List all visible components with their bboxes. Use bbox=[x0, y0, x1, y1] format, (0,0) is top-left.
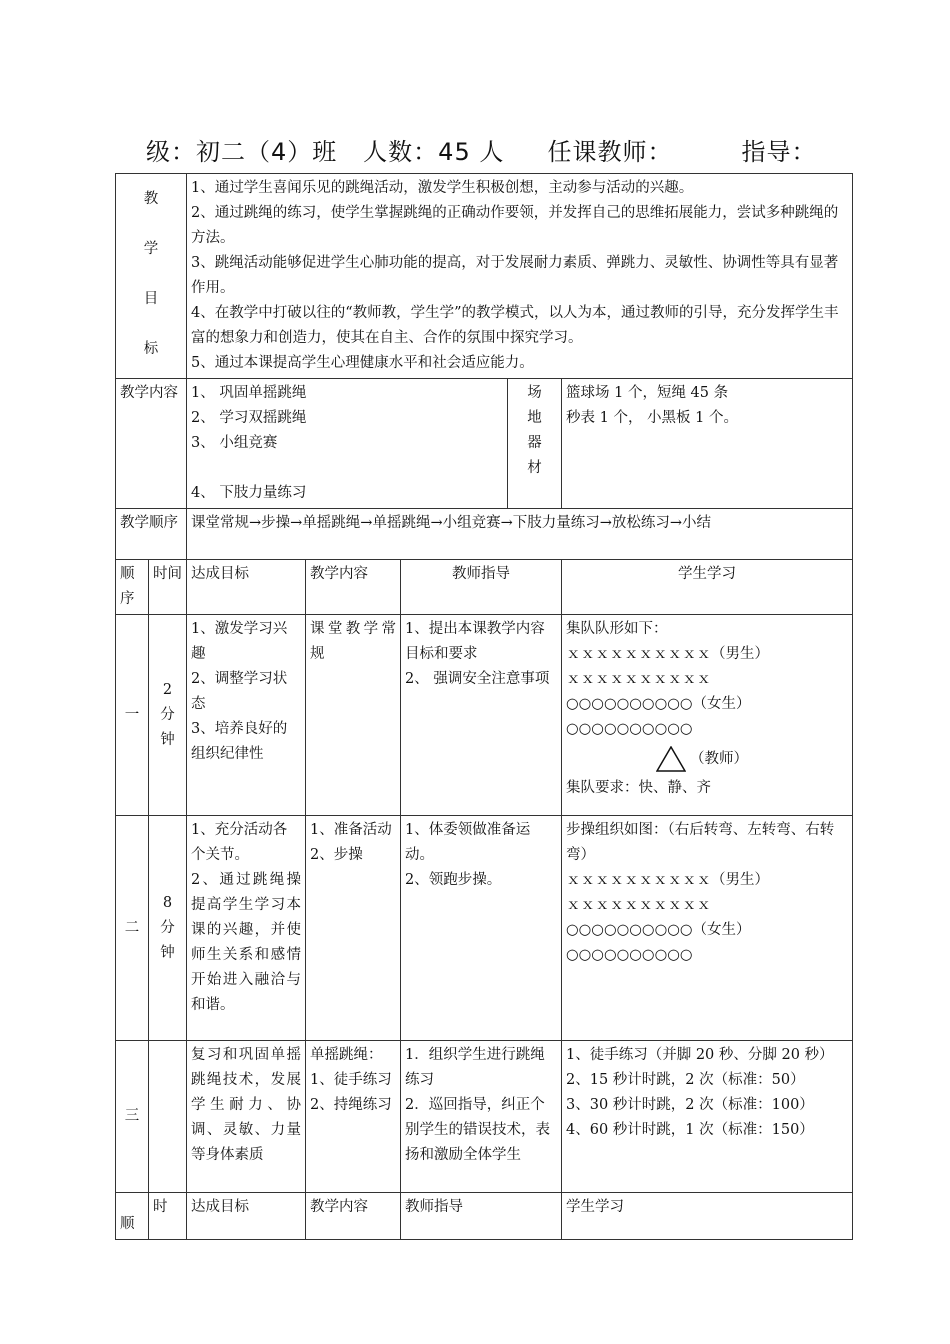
objective-item: 4、在教学中打破以往的“教师教，学生学”的教学模式，以人为本，通过教师的引导，充分发挥学生丰富的想象力和创造力，使其在自主、合作的氛围中探究学习。 bbox=[191, 305, 839, 346]
formation-line: ○○○○○○○○○○（女生） bbox=[566, 696, 751, 712]
sequence-label: 教学顺序 bbox=[116, 509, 187, 560]
triangle-icon bbox=[656, 746, 686, 772]
formation-line: ｘｘｘｘｘｘｘｘｘｘ（男生） bbox=[566, 646, 769, 662]
content-item: 1、 巩固单摇跳绳 bbox=[191, 385, 307, 401]
venue-line: 篮球场 1 个，短绳 45 条 bbox=[566, 385, 729, 401]
venue-body bbox=[562, 379, 853, 509]
col-content: 教学内容 bbox=[306, 560, 401, 615]
objectives-label: 教 学 目 标 bbox=[116, 174, 187, 379]
col-guide: 教师指导 bbox=[401, 560, 562, 615]
formation-line: ○○○○○○○○○○ bbox=[566, 947, 693, 963]
objective-item: 3、跳绳活动能够促进学生心肺功能的提高，对于发展耐力素质、弹跳力、灵敏性、协调性等具有显著作用。 bbox=[191, 255, 839, 296]
objective-item: 2、通过跳绳的练习，使学生掌握跳绳的正确动作要领，并发挥自己的思维拓展能力，尝试多种跳绳的方法。 bbox=[191, 205, 839, 246]
table-row bbox=[116, 1041, 853, 1193]
page-header bbox=[146, 132, 817, 167]
col-guide: 教师指导 bbox=[401, 1193, 562, 1240]
row-time: 2 分 钟 bbox=[149, 615, 187, 816]
teacher-position: （教师） bbox=[566, 746, 848, 772]
content-item: 3、 小组竞赛 bbox=[191, 435, 278, 451]
col-order: 顺 bbox=[116, 1193, 149, 1240]
objectives-body bbox=[187, 174, 853, 379]
content-row bbox=[116, 379, 853, 509]
col-goal: 达成目标 bbox=[187, 1193, 306, 1240]
row-content: 单摇跳绳： 1、徒手练习 2、持绳练习 bbox=[306, 1041, 401, 1193]
col-time: 时间 bbox=[149, 560, 187, 615]
count-label: 人数：45 人 bbox=[363, 138, 505, 166]
teacher-label: 任课教师： bbox=[547, 138, 673, 166]
col-time: 时 bbox=[149, 1193, 187, 1240]
objective-item: 5、通过本课提高学生心理健康水平和社会适应能力。 bbox=[191, 355, 534, 371]
objective-item: 1、通过学生喜闻乐见的跳绳活动，激发学生积极创想，主动参与活动的兴趣。 bbox=[191, 180, 694, 196]
row-content: 1、准备活动 2、步操 bbox=[306, 816, 401, 1041]
row-order: 三 bbox=[116, 1041, 149, 1193]
col-study: 学生学习 bbox=[562, 560, 853, 615]
formation-line: ｘｘｘｘｘｘｘｘｘｘ bbox=[566, 671, 711, 687]
sequence-row bbox=[116, 509, 853, 560]
lesson-plan-table bbox=[115, 173, 853, 1240]
row-time bbox=[149, 1041, 187, 1193]
objectives-row bbox=[116, 174, 853, 379]
row-goal: 复习和巩固单摇跳绳技术，发展学生耐力、协调、灵敏、力量等身体素质 bbox=[187, 1041, 306, 1193]
row-study: 1、徒手练习（并脚 20 秒、分脚 20 秒） 2、15 秒计时跳，2 次（标准：50） 3、30 秒计时跳，2 次（标准：100） 4、60 秒计时跳，1 次（标准：150） bbox=[562, 1041, 853, 1193]
row-goal: 1、充分活动各个关节。 2、通过跳绳操提高学生学习本课的兴趣，并使师生关系和感情开始进入融洽与和谐。 bbox=[187, 816, 306, 1041]
row-order: 一 bbox=[116, 615, 149, 816]
table-row bbox=[116, 816, 853, 1041]
row-content: 课堂教学常规 bbox=[306, 615, 401, 816]
venue-line: 秒表 1 个， 小黑板 1 个。 bbox=[566, 410, 738, 426]
sequence-text: 课堂常规→步操→单摇跳绳→单摇跳绳→小组竞赛→下肢力量练习→放松练习→小结 bbox=[187, 509, 853, 560]
row-order: 二 bbox=[116, 816, 149, 1041]
col-content: 教学内容 bbox=[306, 1193, 401, 1240]
row-study: 步操组织如图：（右后转弯、左转弯、右转弯） ｘｘｘｘｘｘｘｘｘｘ（男生） ｘｘｘｘｘｘｘｘｘｘ ○○○○○○○○○○（女生） ○○○○○○○○○○ bbox=[562, 816, 853, 1041]
content-item: 2、 学习双摇跳绳 bbox=[191, 410, 307, 426]
col-order: 顺序 bbox=[116, 560, 149, 615]
table-row bbox=[116, 615, 853, 816]
row-guide: 1．组织学生进行跳绳练习 2．巡回指导，纠正个别学生的错误技术，表扬和激励全体学生 bbox=[401, 1041, 562, 1193]
row-guide: 1、提出本课教学内容目标和要求 2、 强调安全注意事项 bbox=[401, 615, 562, 816]
venue-label: 场 地 器 材 bbox=[508, 379, 562, 509]
row-guide: 1、体委领做准备运动。 2、领跑步操。 bbox=[401, 816, 562, 1041]
content-label: 教学内容 bbox=[116, 379, 187, 509]
repeat-header-row bbox=[116, 1193, 853, 1240]
row-time: 8 分 钟 bbox=[149, 816, 187, 1041]
row-study: 集队队形如下： ｘｘｘｘｘｘｘｘｘｘ（男生） ｘｘｘｘｘｘｘｘｘｘ ○○○○○○○○○○（女生） ○○○○○○○○○○ （教师） 集队要求：快、静、齐 bbox=[562, 615, 853, 816]
col-goal: 达成目标 bbox=[187, 560, 306, 615]
row-goal: 1、激发学习兴趣 2、调整学习状态 3、培养良好的组织纪律性 bbox=[187, 615, 306, 816]
guide-label: 指导： bbox=[741, 138, 817, 166]
class-label: 级：初二（4）班 bbox=[146, 138, 338, 166]
formation-line: ○○○○○○○○○○（女生） bbox=[566, 922, 751, 938]
column-header-row bbox=[116, 560, 853, 615]
col-study: 学生学习 bbox=[562, 1193, 853, 1240]
content-body bbox=[187, 379, 508, 509]
formation-line: ｘｘｘｘｘｘｘｘｘｘ bbox=[566, 897, 711, 913]
formation-line: ｘｘｘｘｘｘｘｘｘｘ（男生） bbox=[566, 872, 769, 888]
content-item: 4、 下肢力量练习 bbox=[191, 485, 307, 501]
formation-line: ○○○○○○○○○○ bbox=[566, 721, 693, 737]
